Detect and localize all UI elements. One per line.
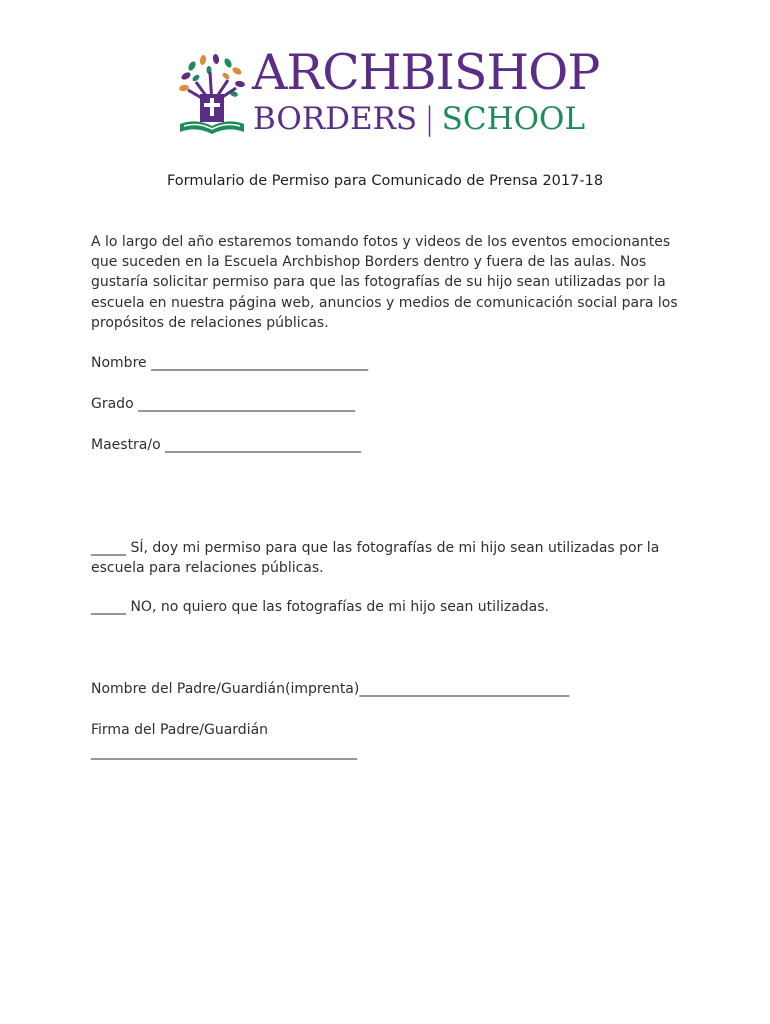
logo-separator: | — [424, 101, 435, 137]
logo-line-1: ARCHBISHOP — [252, 44, 600, 101]
grado-field: Grado _______________________________ — [91, 396, 356, 412]
logo-school-text: SCHOOL — [441, 101, 586, 137]
option-no: _____ NO, no quiero que las fotografías de mi hijo sean utilizadas. — [91, 599, 549, 615]
logo-line-2 — [253, 101, 586, 137]
document-title: Formulario de Permiso para Comunicado de Prensa 2017-18 — [166, 173, 604, 189]
tree-book-cross-icon — [176, 54, 248, 138]
logo-borders-text: BORDERS — [253, 101, 418, 137]
parent-signature-line: ______________________________________ — [91, 744, 357, 760]
school-logo — [176, 44, 600, 140]
maestra-field: Maestra/o ____________________________ — [91, 437, 362, 453]
parent-name-field: Nombre del Padre/Guardián(imprenta)______________________________ — [91, 681, 570, 697]
option-yes: _____ SÍ, doy mi permiso para que las fotografías de mi hijo sean utilizadas por la escuela para relaciones públicas. — [91, 540, 660, 577]
parent-signature-label: Firma del Padre/Guardián — [91, 722, 269, 738]
intro-paragraph: A lo largo del año estaremos tomando fotos y videos de los eventos emocionantes que suceden en la Escuela Archbishop Borders dentro y fuera de las aulas. Nos gustaría solicitar permiso para que las fotografías de su hijo sean utilizadas por la escuela en nuestra página web, anuncios y medios de comunicación social para los propósitos de relaciones públicas. — [91, 234, 678, 331]
nombre-field: Nombre _______________________________ — [91, 355, 369, 371]
